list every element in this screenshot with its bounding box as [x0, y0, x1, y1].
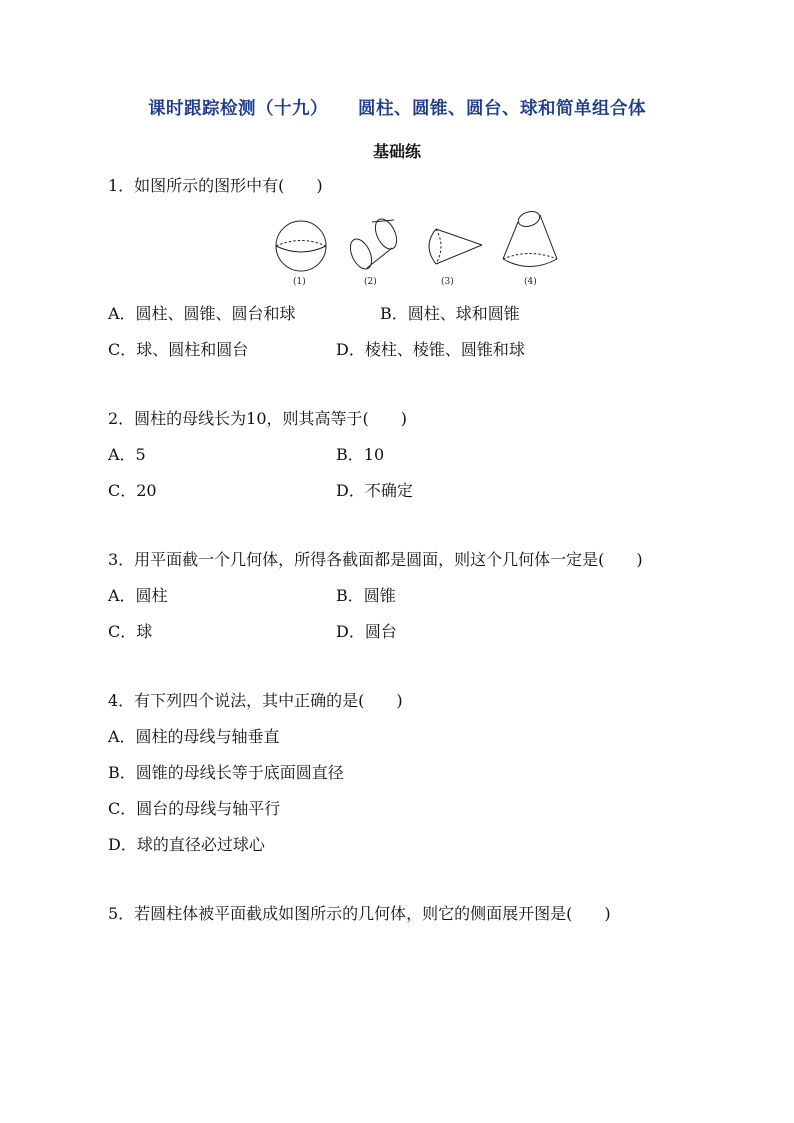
question-3-stem: 3．用平面截一个几何体，所得各截面都是圆面，则这个几何体一定是( )	[108, 550, 643, 569]
figure-label-3: (3)	[441, 277, 454, 287]
question-1-option-c[interactable]: C．球、圆柱和圆台	[108, 340, 249, 359]
truncated-cylinder-figure-icon	[503, 209, 557, 267]
page-title	[0, 95, 794, 120]
figures-svg	[270, 208, 570, 292]
question-1-option-d[interactable]: D．棱柱、棱锥、圆锥和球	[336, 340, 525, 359]
question-1-option-b[interactable]: B．圆柱、球和圆锥	[380, 304, 520, 323]
question-5-stem: 5．若圆柱体被平面截成如图所示的几何体，则它的侧面展开图是( )	[108, 904, 611, 923]
cone-figure-icon	[429, 229, 482, 264]
title-right: 圆柱、圆锥、圆台、球和简单组合体	[358, 99, 646, 119]
question-3-option-c[interactable]: C．球	[108, 622, 153, 641]
question-1-stem: 1．如图所示的图形中有( )	[108, 176, 323, 195]
question-4-option-c[interactable]: C．圆台的母线与轴平行	[108, 799, 281, 818]
figure-label-1: (1)	[293, 277, 306, 287]
question-3-option-d[interactable]: D．圆台	[336, 622, 397, 641]
question-4-option-b[interactable]: B．圆锥的母线长等于底面圆直径	[108, 763, 344, 782]
title-left: 课时跟踪检测（十九）	[148, 99, 328, 119]
question-2-option-c[interactable]: C．20	[108, 481, 157, 500]
question-2-option-a[interactable]: A．5	[108, 445, 146, 464]
question-1-figures	[270, 208, 570, 292]
question-4-option-a[interactable]: A．圆柱的母线与轴垂直	[108, 727, 280, 746]
question-2-option-d[interactable]: D．不确定	[336, 481, 413, 500]
sphere-figure-icon	[276, 221, 326, 271]
question-3-option-b[interactable]: B．圆锥	[336, 586, 396, 605]
section-heading: 基础练	[372, 142, 421, 161]
question-3-option-a[interactable]: A．圆柱	[108, 586, 168, 605]
question-2-stem: 2．圆柱的母线长为10，则其高等于( )	[108, 409, 408, 428]
question-1-option-a[interactable]: A．圆柱、圆锥、圆台和球	[108, 304, 296, 323]
question-4-stem: 4．有下列四个说法，其中正确的是( )	[108, 691, 403, 710]
figure-label-4: (4)	[524, 277, 537, 287]
question-4-option-d[interactable]: D．球的直径必过球心	[108, 835, 265, 854]
question-2-option-b[interactable]: B．10	[336, 445, 385, 464]
figure-label-2: (2)	[364, 277, 377, 287]
cylinder-figure-icon	[346, 216, 401, 273]
